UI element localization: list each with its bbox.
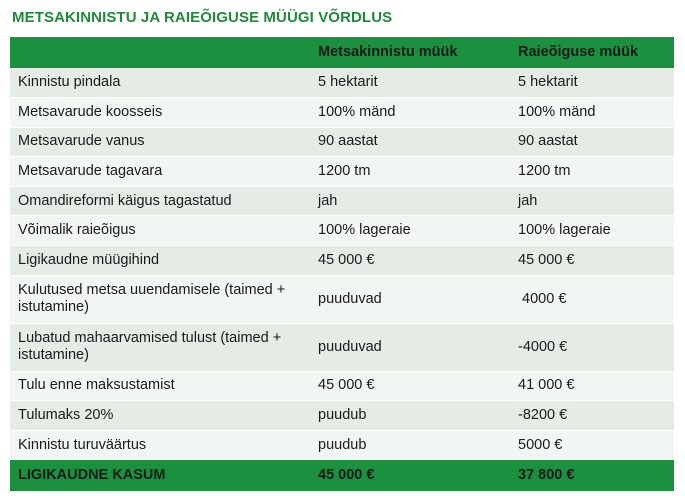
row-value-property: puudub: [318, 407, 367, 424]
row-value-felling: 5 hektarit: [518, 74, 578, 91]
row-value-property: 100% mänd: [318, 103, 396, 120]
table-footer-row: [10, 460, 674, 492]
row-value-felling: jah: [518, 192, 538, 209]
row-value-property: 90 aastat: [318, 133, 378, 150]
row-label: Metsavarude tagavara: [18, 163, 163, 180]
table-row: [10, 275, 674, 323]
table-row: [10, 430, 674, 460]
table-row: [10, 371, 674, 401]
row-value-felling: 5000 €: [518, 436, 563, 453]
row-value-felling: 4000 €: [518, 290, 567, 307]
row-value-felling: 90 aastat: [518, 133, 578, 150]
row-label: Lubatud mahaarvamised tulust (taimed + istutamine): [18, 330, 282, 364]
row-label: Tulu enne maksustamist: [18, 377, 175, 394]
row-value-felling: 100% mänd: [518, 103, 596, 120]
row-value-felling: 100% lageraie: [518, 222, 611, 239]
row-label: Võimalik raieõigus: [18, 222, 136, 239]
row-value-property: 45 000 €: [318, 251, 375, 268]
row-value-property: 1200 tm: [318, 163, 371, 180]
table-header-row: [10, 37, 674, 68]
row-value-property: 100% lageraie: [318, 222, 411, 239]
footer-value-property: 45 000 €: [310, 460, 510, 492]
table-row: [10, 98, 674, 128]
row-value-felling: 1200 tm: [518, 163, 571, 180]
table-row: [10, 216, 674, 246]
row-label: Kulutused metsa uuendamisele (taimed + istutamine): [18, 282, 286, 316]
row-label: Tulumaks 20%: [18, 407, 114, 424]
comparison-table: [10, 37, 674, 491]
row-label: Kinnistu turuväärtus: [18, 436, 147, 453]
row-value-property: puuduvad: [318, 290, 382, 307]
table-row: [10, 246, 674, 276]
row-label: Metsavarude koosseis: [18, 103, 163, 120]
row-label: Ligikaudne müügihind: [18, 251, 160, 268]
table-row: [10, 68, 674, 98]
row-label: Metsavarude vanus: [18, 133, 145, 150]
table-row: [10, 127, 674, 157]
table-row: [10, 401, 674, 431]
header-cell-forest-property-sale: Metsakinnistu müük: [310, 37, 510, 68]
row-value-property: 5 hektarit: [318, 74, 378, 91]
row-value-felling: 45 000 €: [518, 251, 575, 268]
row-value-property: puuduvad: [318, 338, 382, 355]
footer-label: LIGIKAUDNE KASUM: [10, 460, 310, 492]
row-label: Kinnistu pindala: [18, 74, 121, 91]
header-cell-label: [10, 37, 310, 68]
row-value-felling: 41 000 €: [518, 377, 575, 394]
row-value-property: puudub: [318, 436, 367, 453]
row-value-felling: -4000 €: [518, 338, 568, 355]
footer-value-felling: 37 800 €: [510, 460, 674, 492]
header-cell-felling-right-sale: Raieõiguse müük: [510, 37, 674, 68]
row-label: Omandireformi käigus tagastatud: [18, 192, 232, 209]
page-title: METSAKINNISTU JA RAIEÕIGUSE MÜÜGI VÕRDLUS: [12, 9, 393, 26]
row-value-felling: -8200 €: [518, 407, 568, 424]
table-row: [10, 157, 674, 187]
table-row: [10, 323, 674, 371]
row-value-property: jah: [318, 192, 338, 209]
table-row: [10, 186, 674, 216]
row-value-property: 45 000 €: [318, 377, 375, 394]
